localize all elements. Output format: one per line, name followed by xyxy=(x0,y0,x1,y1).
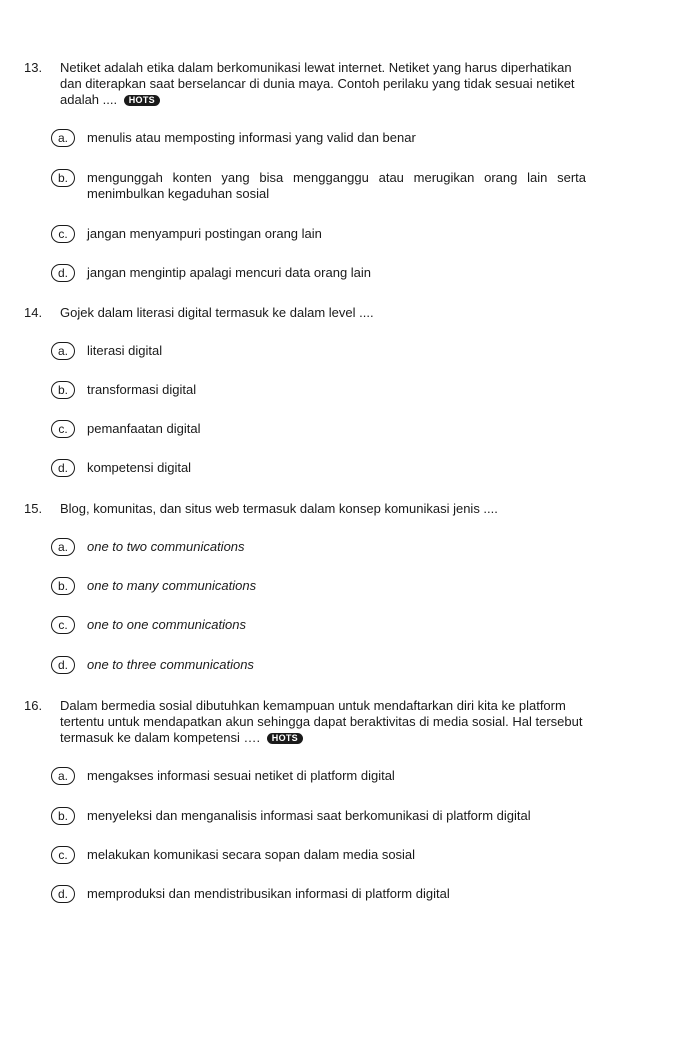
option-text: memproduksi dan mendistribusikan informasi di platform digital xyxy=(87,886,450,901)
option-16-b[interactable] xyxy=(51,807,586,824)
option-letter: c. xyxy=(51,225,75,243)
option-13-b[interactable] xyxy=(51,169,586,202)
option-text: literasi digital xyxy=(87,343,163,358)
question-text: Netiket adalah etika dalam berkomunikasi lewat internet. Netiket yang harus diperhatikan dan diterapkan saat berselancar di dunia maya. Contoh perilaku yang tidak sesuai netiket adalah .... HOTS xyxy=(60,60,575,107)
hots-badge: HOTS xyxy=(124,95,160,106)
option-16-a[interactable] xyxy=(51,767,586,784)
option-letter: d. xyxy=(51,264,75,282)
option-text: jangan menyampuri postingan orang lain xyxy=(87,226,322,241)
option-letter: c. xyxy=(51,846,75,864)
option-letter: b. xyxy=(51,807,75,825)
option-letter: c. xyxy=(51,616,75,634)
hots-badge: HOTS xyxy=(267,733,303,744)
option-text: one to many communications xyxy=(87,578,257,593)
option-letter: a. xyxy=(51,342,75,360)
question-text: Dalam bermedia sosial dibutuhkan kemampuan untuk mendaftarkan diri kita ke platform tertentu untuk mendapatkan akun sehingga dapat beraktivitas di media sosial. Hal tersebut termasuk ke dalam kompetensi …. HOTS xyxy=(60,698,583,745)
option-text: jangan mengintip apalagi mencuri data orang lain xyxy=(87,265,372,280)
option-letter: a. xyxy=(51,538,75,556)
option-15-c[interactable] xyxy=(51,616,586,633)
option-14-a[interactable] xyxy=(51,342,586,359)
question-text: Gojek dalam literasi digital termasuk ke dalam level .... xyxy=(60,305,374,320)
option-14-c[interactable] xyxy=(51,420,586,437)
option-13-d[interactable] xyxy=(51,264,586,281)
option-text: menulis atau memposting informasi yang valid dan benar xyxy=(87,130,416,145)
question-number: 13. xyxy=(24,60,43,75)
option-letter: a. xyxy=(51,767,75,785)
option-13-a[interactable] xyxy=(51,129,586,146)
option-letter: d. xyxy=(51,656,75,674)
option-16-c[interactable] xyxy=(51,846,586,863)
option-text: one to two communications xyxy=(87,539,245,554)
option-14-d[interactable] xyxy=(51,459,586,476)
option-letter: d. xyxy=(51,459,75,477)
option-16-d[interactable] xyxy=(51,885,586,902)
option-text: mengunggah konten yang bisa mengganggu atau merugikan orang lain serta menimbulkan kegaduhan sosial xyxy=(87,170,586,201)
option-text: one to one communications xyxy=(87,617,246,632)
option-letter: a. xyxy=(51,129,75,147)
question-13 xyxy=(24,60,586,108)
option-14-b[interactable] xyxy=(51,381,586,398)
option-text: pemanfaatan digital xyxy=(87,421,201,436)
option-letter: c. xyxy=(51,420,75,438)
option-letter: d. xyxy=(51,885,75,903)
option-text: transformasi digital xyxy=(87,382,197,397)
question-text: Blog, komunitas, dan situs web termasuk dalam konsep komunikasi jenis .... xyxy=(60,501,498,516)
question-15 xyxy=(24,501,586,517)
option-15-a[interactable] xyxy=(51,538,586,555)
question-number: 14. xyxy=(24,305,43,320)
option-15-b[interactable] xyxy=(51,577,586,594)
option-letter: b. xyxy=(51,381,75,399)
question-16 xyxy=(24,698,586,746)
option-15-d[interactable] xyxy=(51,656,586,673)
option-13-c[interactable] xyxy=(51,225,586,242)
question-number: 15. xyxy=(24,501,43,516)
option-text: kompetensi digital xyxy=(87,460,192,475)
option-text: menyeleksi dan menganalisis informasi saat berkomunikasi di platform digital xyxy=(87,808,531,823)
question-14 xyxy=(24,305,586,321)
option-letter: b. xyxy=(51,169,75,187)
option-text: one to three communications xyxy=(87,657,254,672)
option-letter: b. xyxy=(51,577,75,595)
option-text: melakukan komunikasi secara sopan dalam media sosial xyxy=(87,847,416,862)
question-number: 16. xyxy=(24,698,43,713)
option-text: mengakses informasi sesuai netiket di platform digital xyxy=(87,768,395,783)
